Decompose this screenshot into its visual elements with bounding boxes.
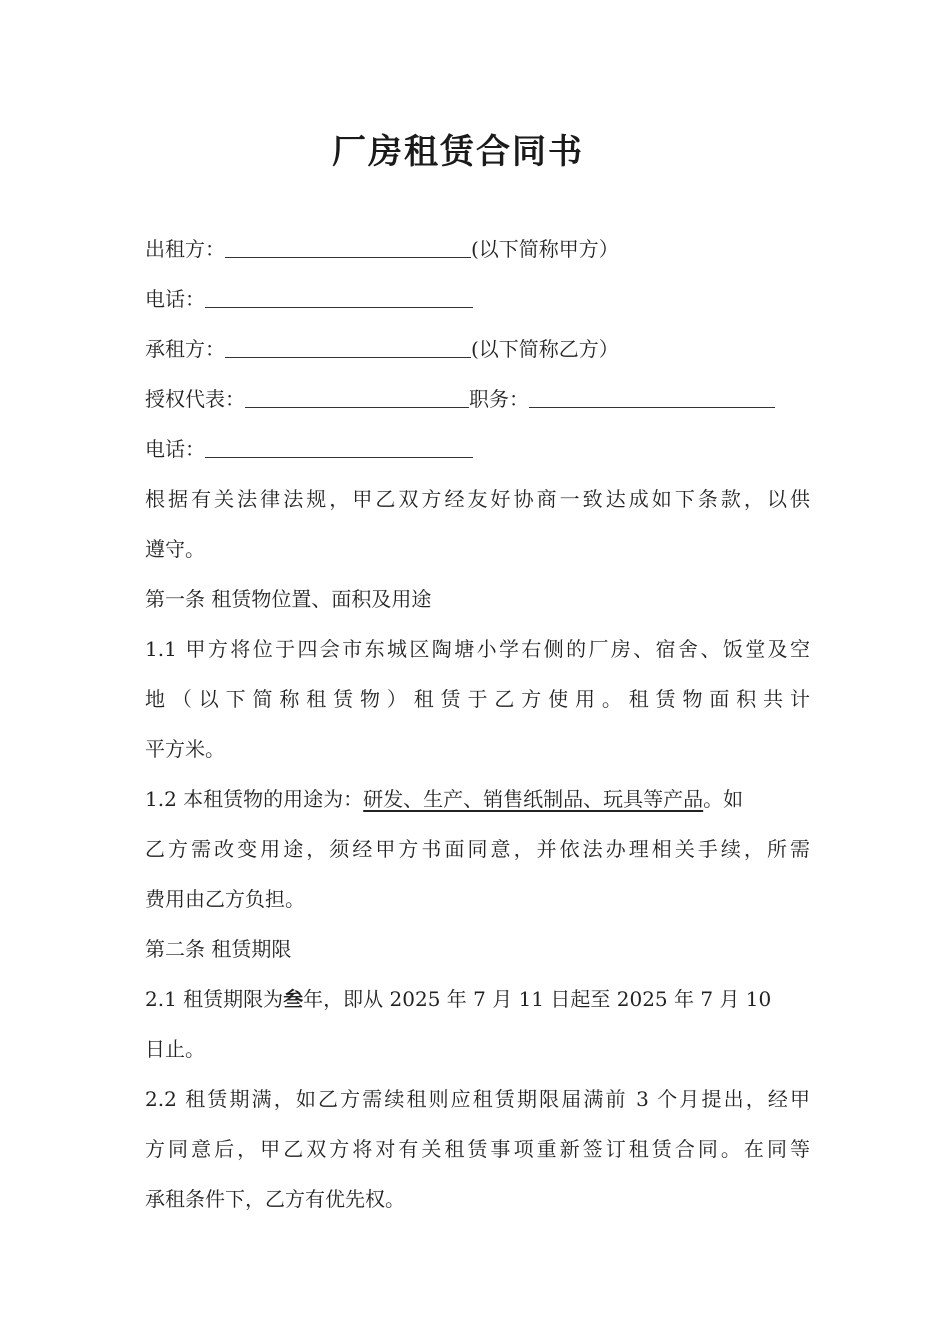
lessee-label: 承租方： — [145, 337, 225, 361]
preamble-line-2: 遵守。 — [145, 537, 205, 561]
lessor-phone-blank[interactable] — [205, 287, 473, 308]
clause-1-2-line-2: 乙方需改变用途，须经甲方书面同意，并依法办理相关手续，所需 — [145, 837, 810, 861]
lessee-phone-blank[interactable] — [205, 437, 473, 458]
clause-2-2-line-2: 方同意后，甲乙双方将对有关租赁事项重新签订租赁合同。在同等 — [145, 1137, 810, 1161]
clause-1-2-prefix: 1.2 本租赁物的用途为： — [145, 787, 364, 811]
clause-2-1-prefix: 2.1 租赁期限为 — [145, 987, 284, 1011]
lessor-label: 出租方： — [145, 237, 225, 261]
page-title: 厂房租赁合同书 — [332, 132, 584, 172]
lessee-phone-label: 电话： — [145, 437, 205, 461]
lessee-line — [145, 334, 810, 364]
lessee-phone-line — [145, 434, 810, 464]
representative-line — [145, 384, 810, 414]
clause-1-1-line-3: 平方米。 — [145, 737, 225, 761]
clause-1-2-usage: 研发、生产、销售纸制品、玩具等产品 — [363, 787, 704, 811]
representative-label: 授权代表： — [145, 387, 245, 411]
clause-2-1-line-2: 日止。 — [145, 1037, 205, 1061]
clause-1-2-suffix: 。如 — [703, 787, 744, 811]
lessor-line — [145, 234, 810, 264]
lessee-blank[interactable] — [225, 337, 471, 358]
article-2-heading: 第二条 租赁期限 — [145, 937, 292, 961]
lessor-blank[interactable] — [225, 237, 471, 258]
lessor-suffix: (以下简称甲方） — [471, 237, 619, 261]
preamble-line-1: 根据有关法律法规，甲乙双方经友好协商一致达成如下条款，以供 — [145, 487, 810, 511]
representative-blank[interactable] — [245, 387, 469, 408]
clause-2-2-line-1: 2.2 租赁期满，如乙方需续租则应租赁期限届满前 3 个月提出，经甲 — [145, 1087, 810, 1111]
clause-1-1-line-2: 地（以下简称租赁物）租赁于乙方使用。租赁物面积共计 — [145, 687, 810, 711]
clause-1-2-line-3: 费用由乙方负担。 — [145, 887, 305, 911]
clause-2-1-line-1 — [145, 984, 810, 1014]
position-blank[interactable] — [529, 387, 775, 408]
clause-2-1-term: 叁 — [283, 987, 304, 1011]
position-label: 职务： — [469, 387, 529, 411]
clause-1-1-line-1: 1.1 甲方将位于四会市东城区陶塘小学右侧的厂房、宿舍、饭堂及空 — [145, 637, 810, 661]
lessor-phone-label: 电话： — [145, 287, 205, 311]
lessee-suffix: (以下简称乙方） — [471, 337, 619, 361]
clause-2-1-rest: 年，即从 2025 年 7 月 11 日起至 2025 年 7 月 10 — [303, 987, 772, 1011]
clause-2-2-line-3: 承租条件下，乙方有优先权。 — [145, 1187, 405, 1211]
clause-1-2-line-1 — [145, 784, 810, 814]
lessor-phone-line — [145, 284, 810, 314]
article-1-heading: 第一条 租赁物位置、面积及用途 — [145, 587, 432, 611]
